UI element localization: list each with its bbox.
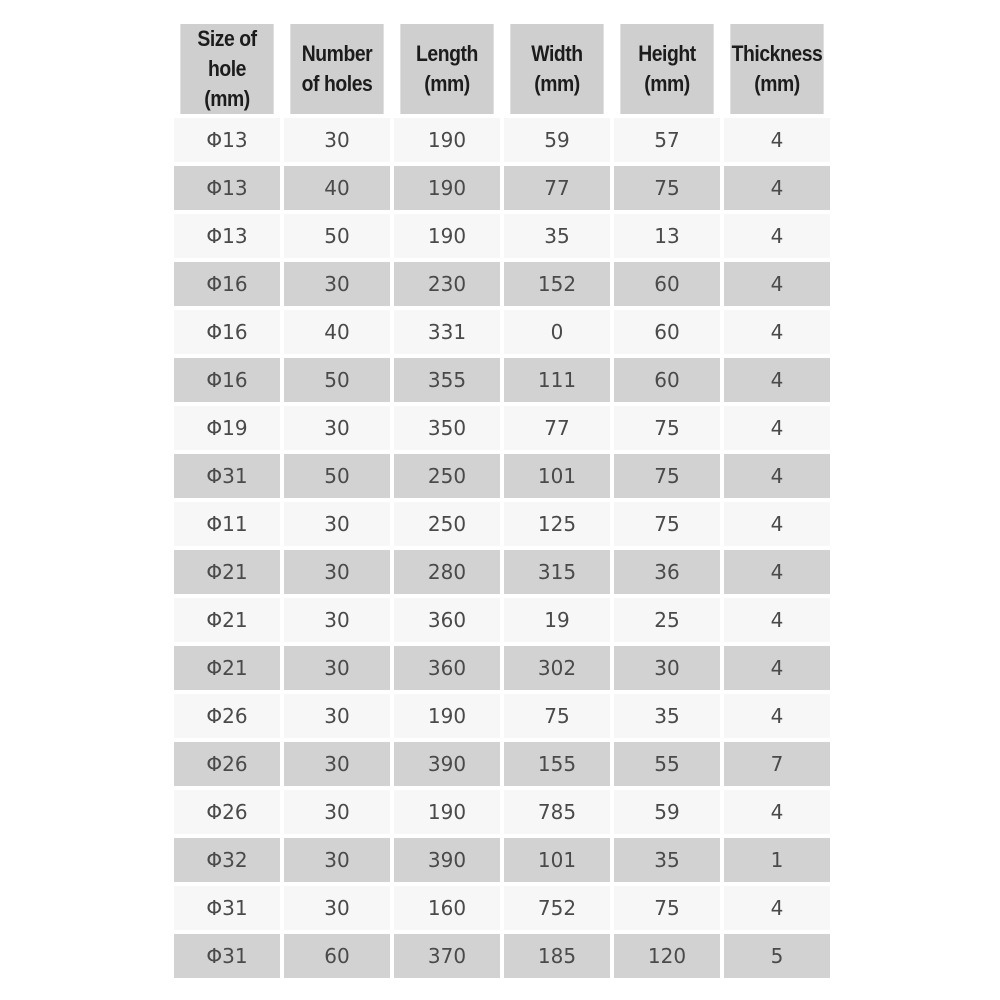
table-row	[174, 598, 830, 642]
cell-size-of-hole: Φ13	[174, 214, 280, 258]
cell-width: 315	[504, 550, 610, 594]
cell-size-of-hole: Φ21	[174, 598, 280, 642]
cell-length: 370	[394, 934, 500, 978]
cell-width: 77	[504, 406, 610, 450]
cell-width: 35	[504, 214, 610, 258]
cell-width: 155	[504, 742, 610, 786]
cell-size-of-hole: Φ26	[174, 742, 280, 786]
cell-width: 152	[504, 262, 610, 306]
cell-thickness: 1	[724, 838, 830, 882]
cell-height: 35	[614, 838, 720, 882]
cell-width: 785	[504, 790, 610, 834]
cell-thickness: 4	[724, 310, 830, 354]
table-row	[174, 358, 830, 402]
cell-size-of-hole: Φ16	[174, 310, 280, 354]
cell-thickness: 4	[724, 886, 830, 930]
cell-size-of-hole: Φ19	[174, 406, 280, 450]
cell-width: 111	[504, 358, 610, 402]
table-row	[174, 838, 830, 882]
cell-length: 190	[394, 214, 500, 258]
cell-height: 35	[614, 694, 720, 738]
table-row	[174, 694, 830, 738]
cell-width: 59	[504, 118, 610, 162]
spec-table	[170, 20, 834, 982]
cell-size-of-hole: Φ31	[174, 886, 280, 930]
cell-width: 185	[504, 934, 610, 978]
cell-thickness: 4	[724, 262, 830, 306]
cell-number-of-holes: 30	[284, 118, 390, 162]
cell-number-of-holes: 30	[284, 550, 390, 594]
table-row	[174, 166, 830, 210]
cell-height: 36	[614, 550, 720, 594]
header-number-of-holes: Number of holes	[290, 24, 383, 114]
cell-height: 55	[614, 742, 720, 786]
cell-number-of-holes: 30	[284, 790, 390, 834]
cell-length: 331	[394, 310, 500, 354]
cell-width: 0	[504, 310, 610, 354]
cell-width: 752	[504, 886, 610, 930]
cell-thickness: 4	[724, 790, 830, 834]
cell-thickness: 4	[724, 646, 830, 690]
cell-number-of-holes: 30	[284, 838, 390, 882]
cell-height: 120	[614, 934, 720, 978]
table-row	[174, 214, 830, 258]
cell-number-of-holes: 30	[284, 742, 390, 786]
cell-number-of-holes: 30	[284, 262, 390, 306]
cell-number-of-holes: 30	[284, 886, 390, 930]
cell-width: 101	[504, 454, 610, 498]
cell-thickness: 4	[724, 454, 830, 498]
cell-thickness: 4	[724, 694, 830, 738]
cell-thickness: 4	[724, 214, 830, 258]
cell-number-of-holes: 50	[284, 214, 390, 258]
cell-size-of-hole: Φ16	[174, 262, 280, 306]
table-row	[174, 550, 830, 594]
cell-size-of-hole: Φ21	[174, 550, 280, 594]
cell-width: 19	[504, 598, 610, 642]
cell-length: 360	[394, 646, 500, 690]
header-thickness: Thickness (mm)	[730, 24, 823, 114]
cell-size-of-hole: Φ31	[174, 454, 280, 498]
cell-length: 250	[394, 502, 500, 546]
cell-size-of-hole: Φ26	[174, 694, 280, 738]
cell-width: 302	[504, 646, 610, 690]
cell-height: 30	[614, 646, 720, 690]
header-row	[174, 24, 830, 114]
cell-length: 160	[394, 886, 500, 930]
cell-size-of-hole: Φ16	[174, 358, 280, 402]
cell-length: 350	[394, 406, 500, 450]
cell-thickness: 5	[724, 934, 830, 978]
cell-length: 360	[394, 598, 500, 642]
cell-number-of-holes: 50	[284, 358, 390, 402]
cell-height: 59	[614, 790, 720, 834]
cell-size-of-hole: Φ31	[174, 934, 280, 978]
cell-height: 75	[614, 406, 720, 450]
cell-height: 60	[614, 358, 720, 402]
table-row	[174, 502, 830, 546]
cell-thickness: 4	[724, 598, 830, 642]
cell-number-of-holes: 60	[284, 934, 390, 978]
table-row	[174, 742, 830, 786]
table-row	[174, 310, 830, 354]
table-row	[174, 454, 830, 498]
cell-length: 390	[394, 838, 500, 882]
cell-height: 60	[614, 310, 720, 354]
table-row	[174, 934, 830, 978]
cell-thickness: 4	[724, 406, 830, 450]
cell-thickness: 4	[724, 118, 830, 162]
cell-number-of-holes: 30	[284, 406, 390, 450]
cell-size-of-hole: Φ11	[174, 502, 280, 546]
cell-number-of-holes: 30	[284, 598, 390, 642]
cell-size-of-hole: Φ13	[174, 118, 280, 162]
table-body	[174, 118, 830, 978]
cell-height: 25	[614, 598, 720, 642]
table-row	[174, 118, 830, 162]
cell-thickness: 4	[724, 166, 830, 210]
cell-length: 190	[394, 166, 500, 210]
cell-number-of-holes: 40	[284, 166, 390, 210]
cell-size-of-hole: Φ21	[174, 646, 280, 690]
cell-length: 190	[394, 694, 500, 738]
cell-thickness: 7	[724, 742, 830, 786]
table-row	[174, 262, 830, 306]
cell-size-of-hole: Φ26	[174, 790, 280, 834]
cell-width: 101	[504, 838, 610, 882]
cell-length: 230	[394, 262, 500, 306]
cell-width: 77	[504, 166, 610, 210]
cell-length: 390	[394, 742, 500, 786]
header-width: Width (mm)	[510, 24, 603, 114]
cell-height: 75	[614, 886, 720, 930]
cell-size-of-hole: Φ32	[174, 838, 280, 882]
cell-length: 190	[394, 790, 500, 834]
cell-length: 190	[394, 118, 500, 162]
cell-height: 75	[614, 166, 720, 210]
table-header	[174, 24, 830, 114]
table-row	[174, 406, 830, 450]
cell-length: 250	[394, 454, 500, 498]
cell-height: 75	[614, 454, 720, 498]
cell-length: 280	[394, 550, 500, 594]
cell-height: 57	[614, 118, 720, 162]
cell-number-of-holes: 30	[284, 502, 390, 546]
table-row	[174, 790, 830, 834]
table-row	[174, 646, 830, 690]
cell-thickness: 4	[724, 550, 830, 594]
header-length: Length (mm)	[400, 24, 493, 114]
cell-number-of-holes: 50	[284, 454, 390, 498]
header-size-of-hole: Size of hole (mm)	[180, 24, 273, 114]
cell-height: 60	[614, 262, 720, 306]
cell-size-of-hole: Φ13	[174, 166, 280, 210]
cell-thickness: 4	[724, 358, 830, 402]
cell-height: 75	[614, 502, 720, 546]
cell-height: 13	[614, 214, 720, 258]
cell-width: 125	[504, 502, 610, 546]
cell-length: 355	[394, 358, 500, 402]
cell-number-of-holes: 40	[284, 310, 390, 354]
header-height: Height (mm)	[620, 24, 713, 114]
cell-number-of-holes: 30	[284, 694, 390, 738]
table-row	[174, 886, 830, 930]
cell-number-of-holes: 30	[284, 646, 390, 690]
cell-thickness: 4	[724, 502, 830, 546]
cell-width: 75	[504, 694, 610, 738]
